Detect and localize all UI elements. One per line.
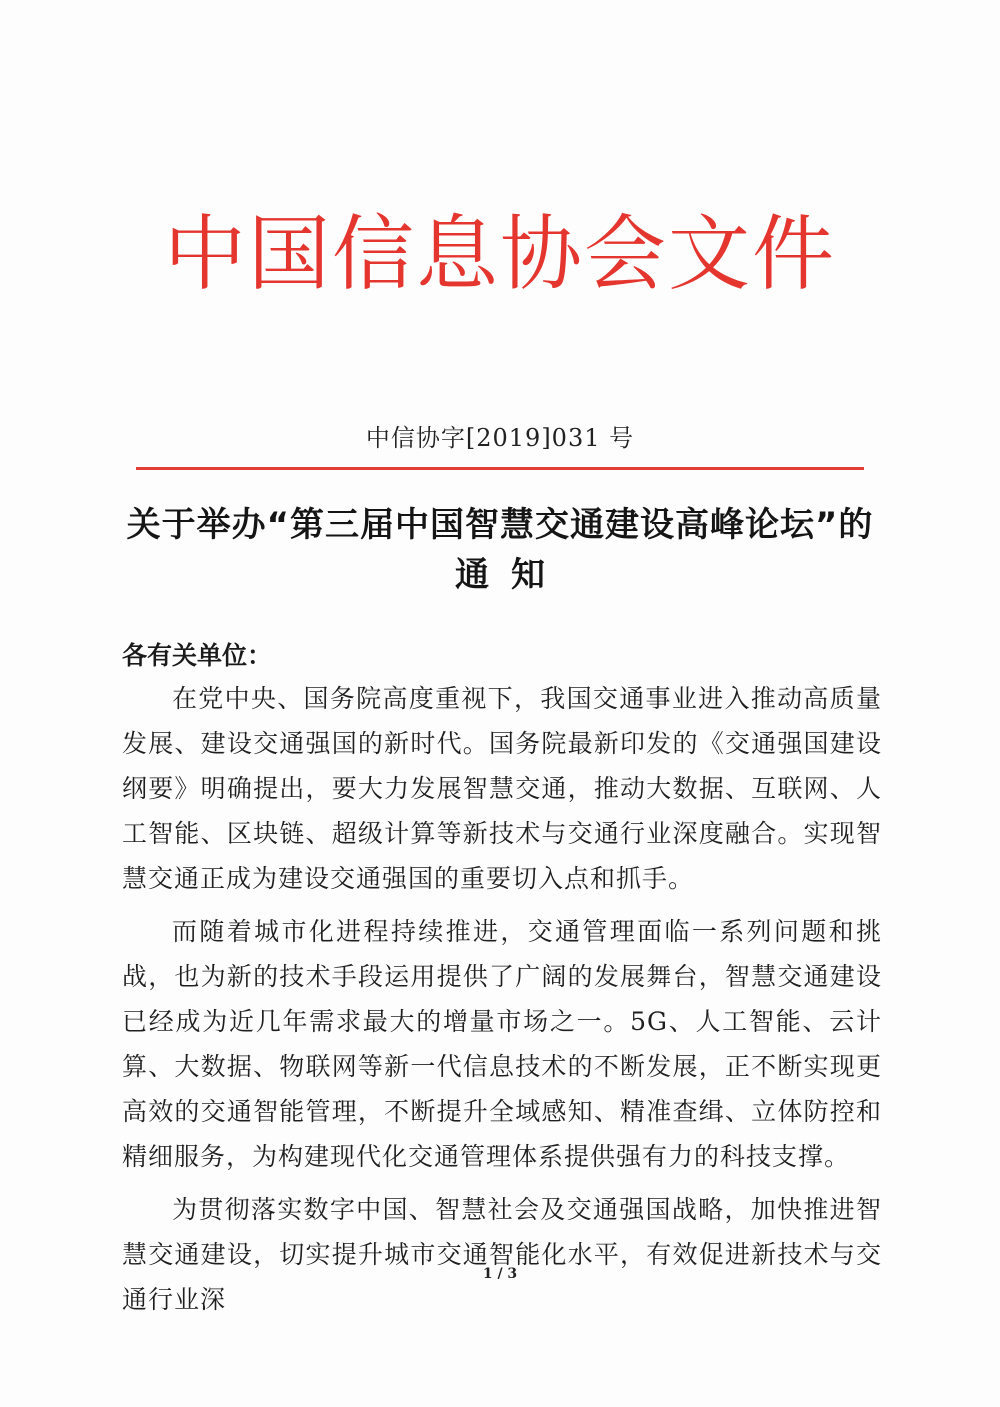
salutation: 各有关单位： (122, 641, 273, 670)
body-text (122, 676, 882, 1330)
page-number: 1 / 3 (482, 1266, 518, 1282)
notice-title (100, 500, 900, 600)
notice-title-line-2: 通知 (455, 555, 567, 595)
paragraph-1: 在党中央、国务院高度重视下，我国交通事业进入推动高质量发展、建设交通强国的新时代。国务院最新印发的《交通强国建设纲要》明确提出，要大力发展智慧交通，推动大数据、互联网、人工智能、区块链、超级计算等新技术与交通行业深度融合。实现智慧交通正成为建设交通强国的重要切入点和抓手。 (122, 684, 882, 893)
document-header-title: 中国信息协会文件 (163, 207, 836, 302)
paragraph-3: 为贯彻落实数字中国、智慧社会及交通强国战略，加快推进智慧交通建设，切实提升城市交通智能化水平，有效促进新技术与交通行业深 (122, 1195, 882, 1314)
red-divider-rule (136, 467, 864, 470)
notice-title-line-1: 关于举办“第三届中国智慧交通建设高峰论坛”的 (126, 505, 874, 545)
paragraph-2: 而随着城市化进程持续推进，交通管理面临一系列问题和挑战，也为新的技术手段运用提供了广阔的发展舞台，智慧交通建设已经成为近几年需求最大的增量市场之一。5G、人工智能、云计算、大数据、物联网等新一代信息技术的不断发展，正不断实现更高效的交通智能管理，不断提升全域感知、精准查缉、立体防控和精细服务，为构建现代化交通管理体系提供强有力的科技支撑。 (122, 917, 882, 1171)
document-number: 中信协字[2019]031 号 (365, 424, 635, 452)
